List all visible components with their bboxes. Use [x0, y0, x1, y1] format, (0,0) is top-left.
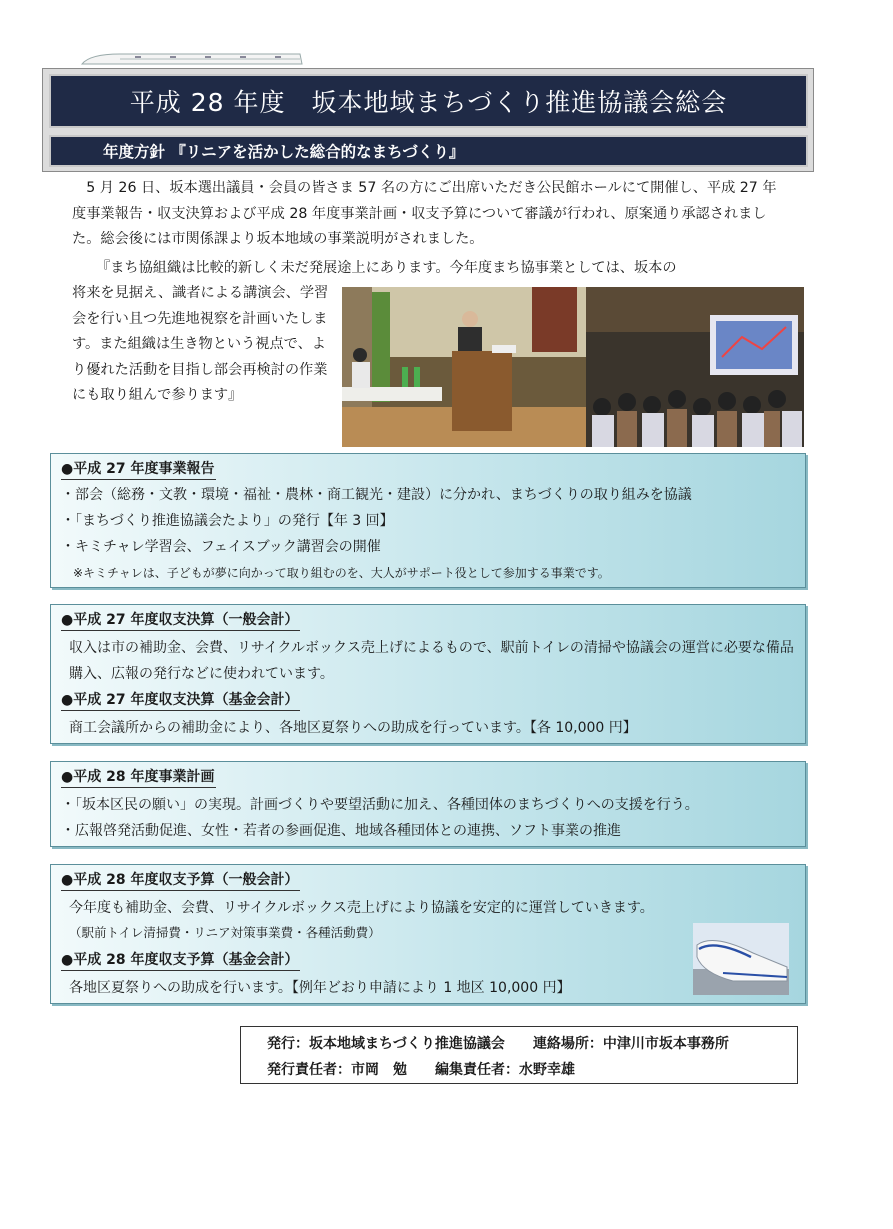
train-icon: [80, 52, 305, 66]
section-title: ●平成 28 年度収支予算（一般会計）: [61, 869, 300, 891]
intro-text: 5 月 26 日、坂本選出議員・会員の皆さま 57 名の方にご出席いただき公民館ホールにて開催し、平成 27 年度事業報告・収支決算および平成 28 年度事業計画・収支予算について審議が行われ、原案通り承認されました。総会後には市関係課より坂本地域の事業説明がされました。: [72, 180, 777, 248]
maglev-train-image: [693, 923, 789, 995]
section-title: ●平成 27 年度収支決算（一般会計）: [61, 609, 300, 631]
page-subtitle: 年度方針 『リニアを活かした総合的なまちづくり』: [49, 135, 808, 167]
section-fy28-budget: [50, 864, 806, 1004]
publisher-info: [240, 1026, 798, 1084]
section-note: （駅前トイレ清掃費・リニア対策事業費・各種活動費）: [69, 925, 381, 940]
editor-line: 発行責任者：市岡 勉 編集責任者：水野幸雄: [267, 1062, 575, 1078]
section-text: 各地区夏祭りへの助成を行います。【例年どおり申請により 1 地区 10,000 円】: [69, 980, 571, 996]
section-title: ●平成 27 年度事業報告: [61, 458, 216, 480]
list-item: ・広報啓発活動促進、女性・若者の参画促進、地域各種団体との連携、ソフト事業の推進: [61, 823, 621, 839]
section-fy27-report: [50, 453, 806, 588]
list-item: ・「坂本区民の願い」の実現。計画づくりや要望活動に加え、各種団体のまちづくりへの支援を行う。: [61, 797, 699, 813]
intro-paragraph: [72, 176, 782, 253]
section-text: 商工会議所からの補助金により、各地区夏祭りへの助成を行っています。【各 10,000 円】: [69, 720, 637, 736]
list-item: ・部会（総務・文教・環境・福祉・農林・商工観光・建設）に分かれ、まちづくりの取り組みを協議: [61, 487, 692, 503]
publisher-line: 発行：坂本地域まちづくり推進協議会 連絡場所：中津川市坂本事務所: [267, 1036, 729, 1052]
list-item: ・キミチャレ学習会、フェイスブック講習会の開催: [61, 539, 381, 555]
quote-rest: 将来を見据え、識者による講演会、学習会を行い且つ先進地視察を計画いたします。また組織は生き物という視点で、より優れた活動を目指し部会再検討の作業にも取り組んで参ります』: [72, 285, 329, 404]
page-title: 平成 28 年度 坂本地域まちづくり推進協議会総会: [49, 74, 808, 128]
meeting-photo: [342, 287, 804, 447]
section-text: 収入は市の補助金、会費、リサイクルボックス売上げによるもので、駅前トイレの清掃や協議会の運営に必要な備品購入、広報の発行などに使われています。: [69, 640, 794, 682]
list-item: ・「まちづくり推進協議会たより」の発行【年 3 回】: [61, 513, 394, 529]
section-fy28-plan: [50, 761, 806, 847]
section-title: ●平成 28 年度収支予算（基金会計）: [61, 949, 300, 971]
section-fy27-settlement: [50, 604, 806, 744]
quote-line-1: 『まち協組織は比較的新しく未だ発展途上にあります。今年度まち協事業としては、坂本の: [96, 260, 677, 276]
section-title: ●平成 27 年度収支決算（基金会計）: [61, 689, 300, 711]
footnote: ※キミチャレは、子どもが夢に向かって取り組むのを、大人がサポート役として参加する事業です。: [73, 566, 610, 580]
section-title: ●平成 28 年度事業計画: [61, 766, 216, 788]
section-text: 今年度も補助金、会費、リサイクルボックス売上げにより協議を安定的に運営していきます。: [69, 900, 654, 916]
